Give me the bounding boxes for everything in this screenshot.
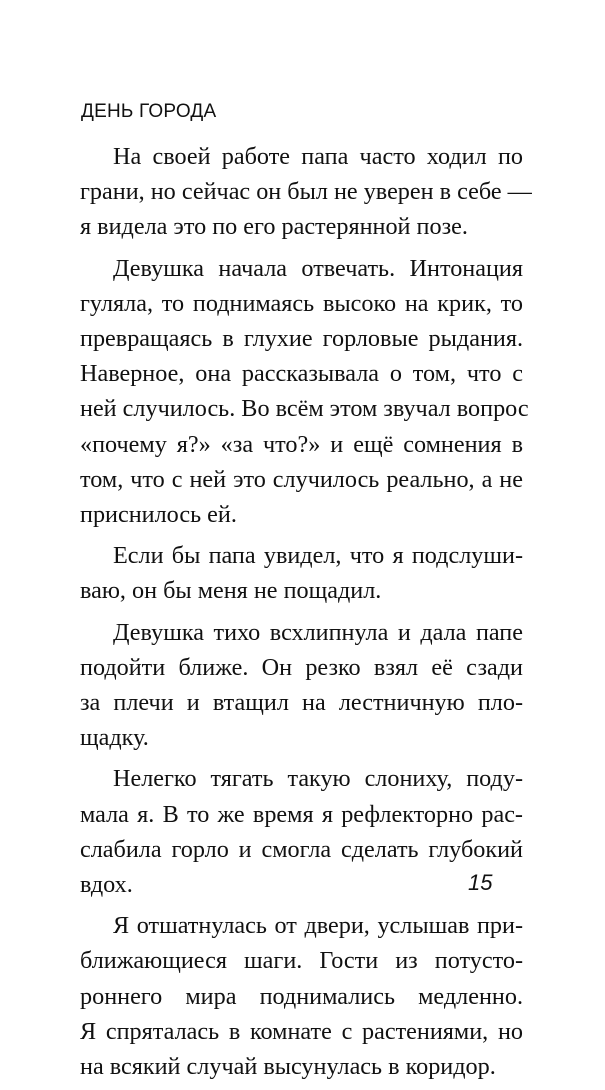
text-line: превращаясь в глухие горловые рыдания. bbox=[80, 325, 523, 353]
paragraph bbox=[80, 251, 529, 533]
text-line: «почему я?» «за что?» и ещё сомнения в bbox=[80, 430, 523, 458]
text-line: ней случилось. Во всём этом звучал вопрос bbox=[80, 395, 529, 423]
text-line: на всякий случай высунулась в коридор. bbox=[80, 1053, 496, 1081]
text-line: я видела это по его растерянной позе. bbox=[80, 213, 468, 241]
text-line: грани, но сейчас он был не уверен в себе — bbox=[80, 178, 532, 206]
text-line: роннего мира поднимались медленно. bbox=[80, 982, 523, 1010]
text-line: щадку. bbox=[80, 724, 149, 752]
text-line: приснилось ей. bbox=[80, 501, 237, 529]
running-header-title: ДЕНЬ ГОРОДА bbox=[81, 101, 217, 122]
body-text bbox=[80, 139, 532, 1090]
page-number: 15 bbox=[468, 870, 493, 895]
text-line: том, что с ней это случилось реально, а не bbox=[80, 465, 523, 493]
paragraph bbox=[80, 761, 523, 902]
text-line: за плечи и втащил на лестничную пло- bbox=[80, 689, 523, 717]
text-line: Я спряталась в комнате с растениями, но bbox=[80, 1017, 523, 1045]
text-line: вдох. bbox=[80, 871, 133, 899]
text-line: слабила горло и смогла сделать глубокий bbox=[80, 835, 523, 863]
text-line: Нелегко тягать такую слониху, поду- bbox=[113, 765, 523, 793]
text-line: Наверное, она рассказывала о том, что с bbox=[80, 360, 523, 388]
paragraph bbox=[80, 908, 523, 1084]
text-line: гуляла, то поднимаясь высоко на крик, то bbox=[80, 289, 523, 317]
text-line: Девушка начала отвечать. Интонация bbox=[113, 254, 523, 282]
text-line: Девушка тихо всхлипнула и дала папе bbox=[113, 618, 523, 646]
text-line: ближающиеся шаги. Гости из потусто- bbox=[80, 947, 523, 975]
paragraph bbox=[80, 139, 532, 245]
text-line: ваю, он бы меня не пощадил. bbox=[80, 577, 382, 605]
text-line: мала я. В то же время я рефлекторно рас- bbox=[80, 800, 523, 828]
paragraph bbox=[80, 538, 523, 608]
text-line: Если бы папа увидел, что я подслуши- bbox=[113, 542, 523, 570]
paragraph bbox=[80, 615, 523, 756]
text-line: Я отшатнулась от двери, услышав при- bbox=[113, 912, 523, 940]
text-line: подойти ближе. Он резко взял её сзади bbox=[80, 653, 523, 681]
text-line: На своей работе папа часто ходил по bbox=[113, 143, 523, 170]
